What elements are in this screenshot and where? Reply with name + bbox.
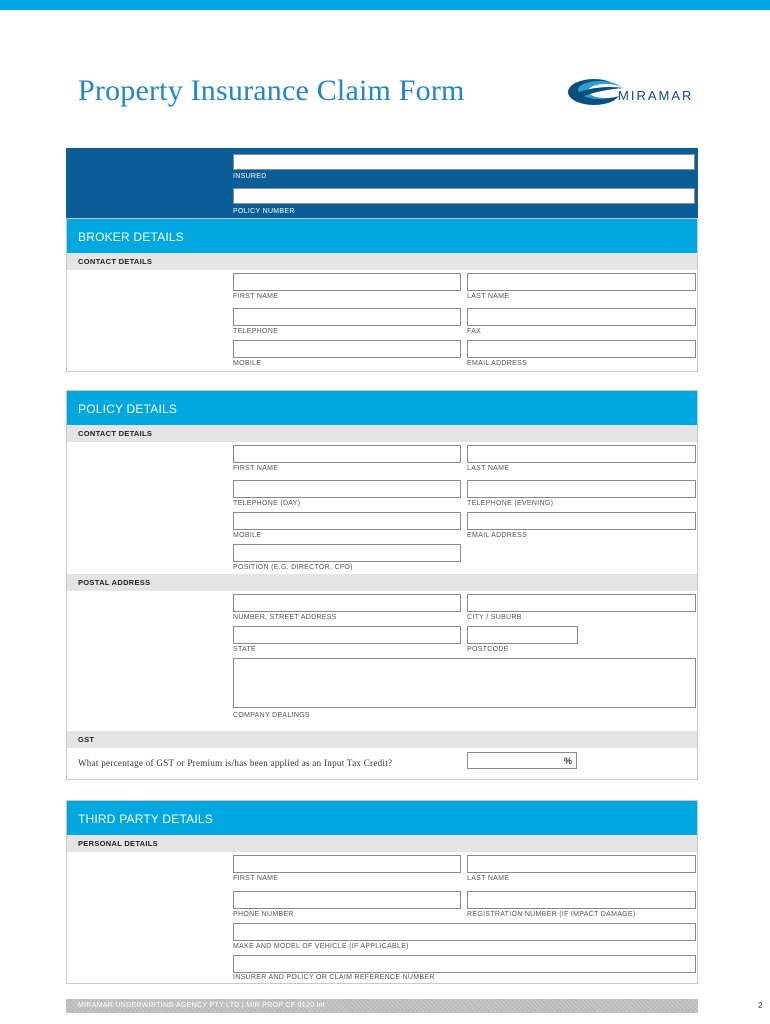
third-party-first-name-input[interactable] [233,855,461,873]
miramar-logo [566,74,706,110]
postcode-input[interactable] [467,626,578,644]
broker-details-section [66,218,698,372]
insured-label: INSURED [233,173,267,180]
policy-position-input[interactable] [233,544,461,562]
personal-details-title: PERSONAL DETAILS [78,839,158,848]
policy-tel-day-input[interactable] [233,480,461,498]
city-suburb-label: CITY / SUBURB [467,614,522,621]
policy-tel-evening-label: TELEPHONE (EVENING) [467,500,554,507]
policy-details-title: POLICY DETAILS [78,402,178,416]
third-party-title: THIRD PARTY DETAILS [78,812,213,826]
personal-details-subheader [67,835,697,852]
policy-number-label: POLICY NUMBER [233,208,295,215]
third-party-last-name-label: LAST NAME [467,875,510,882]
policy-contact-subheader [67,425,697,442]
policy-first-name-input[interactable] [233,445,461,463]
third-party-header [67,801,697,835]
policy-mobile-input[interactable] [233,512,461,530]
policy-number-input[interactable] [233,188,695,204]
policy-last-name-input[interactable] [467,445,696,463]
postal-address-subheader [67,574,697,591]
third-party-last-name-input[interactable] [467,855,696,873]
policy-contact-title: CONTACT DETAILS [78,429,153,438]
policy-mobile-label: MOBILE [233,532,262,539]
state-input[interactable] [233,626,461,644]
policy-first-name-label: FIRST NAME [233,465,279,472]
insured-input[interactable] [233,154,695,170]
third-party-first-name-label: FIRST NAME [233,875,279,882]
street-address-input[interactable] [233,594,461,612]
page-number: 2 [758,1001,763,1010]
gst-question: What percentage of GST or Premium is/has been applied as an Input Tax Credit? [78,758,393,768]
policy-email-label: EMAIL ADDRESS [467,532,528,539]
footer-text: MIRAMAR UNDERWRITING AGENCY PTY LTD | MIR PROP CF 0120 int [78,1002,325,1009]
broker-last-name-label: LAST NAME [467,293,510,300]
footer-bar [66,999,698,1013]
broker-last-name-input[interactable] [467,273,696,291]
page-title: Property Insurance Claim Form [78,74,465,107]
company-dealings-label: COMPANY DEALINGS [233,712,310,719]
policy-details-section [66,390,698,780]
policy-position-label: POSITION (E.G. DIRECTOR, CFO) [233,564,353,571]
postal-address-title: POSTAL ADDRESS [78,578,151,587]
third-party-phone-label: PHONE NUMBER [233,911,294,918]
insurer-reference-input[interactable] [233,955,696,973]
policy-email-input[interactable] [467,512,696,530]
third-party-details-section [66,800,698,984]
percent-sign: % [563,756,572,766]
registration-number-label: REGISTRATION NUMBER (IF IMPACT DAMAGE) [467,911,636,918]
city-suburb-input[interactable] [467,594,696,612]
insurer-reference-label: INSURER AND POLICY OR CLAIM REFERENCE NUMBER [233,974,435,981]
broker-telephone-label: TELEPHONE [233,328,279,335]
policy-tel-day-label: TELEPHONE (DAY) [233,500,301,507]
broker-mobile-label: MOBILE [233,360,262,367]
state-label: STATE [233,646,257,653]
broker-fax-input[interactable] [467,308,696,326]
broker-fax-label: FAX [467,328,482,335]
vehicle-label: MAKE AND MODEL OF VEHICLE (IF APPLICABLE) [233,943,409,950]
postcode-label: POSTCODE [467,646,509,653]
broker-telephone-input[interactable] [233,308,461,326]
registration-number-input[interactable] [467,891,696,909]
swoosh-icon [566,74,626,110]
third-party-phone-input[interactable] [233,891,461,909]
policy-last-name-label: LAST NAME [467,465,510,472]
broker-first-name-input[interactable] [233,273,461,291]
logo-text: MIRAMAR [618,88,694,103]
gst-title: GST [78,735,95,744]
broker-email-input[interactable] [467,340,696,358]
broker-mobile-input[interactable] [233,340,461,358]
insured-block [66,148,698,218]
company-dealings-input[interactable] [233,658,696,708]
vehicle-input[interactable] [233,923,696,941]
policy-tel-evening-input[interactable] [467,480,696,498]
broker-details-header [67,219,697,253]
broker-email-label: EMAIL ADDRESS [467,360,528,367]
gst-subheader [67,731,697,748]
street-address-label: NUMBER, STREET ADDRESS [233,614,337,621]
top-accent-bar [0,0,770,10]
broker-details-title: BROKER DETAILS [78,230,184,244]
policy-details-header [67,391,697,425]
broker-contact-subheader [67,253,697,270]
broker-contact-title: CONTACT DETAILS [78,257,153,266]
gst-percentage-input[interactable] [467,752,577,769]
broker-first-name-label: FIRST NAME [233,293,279,300]
